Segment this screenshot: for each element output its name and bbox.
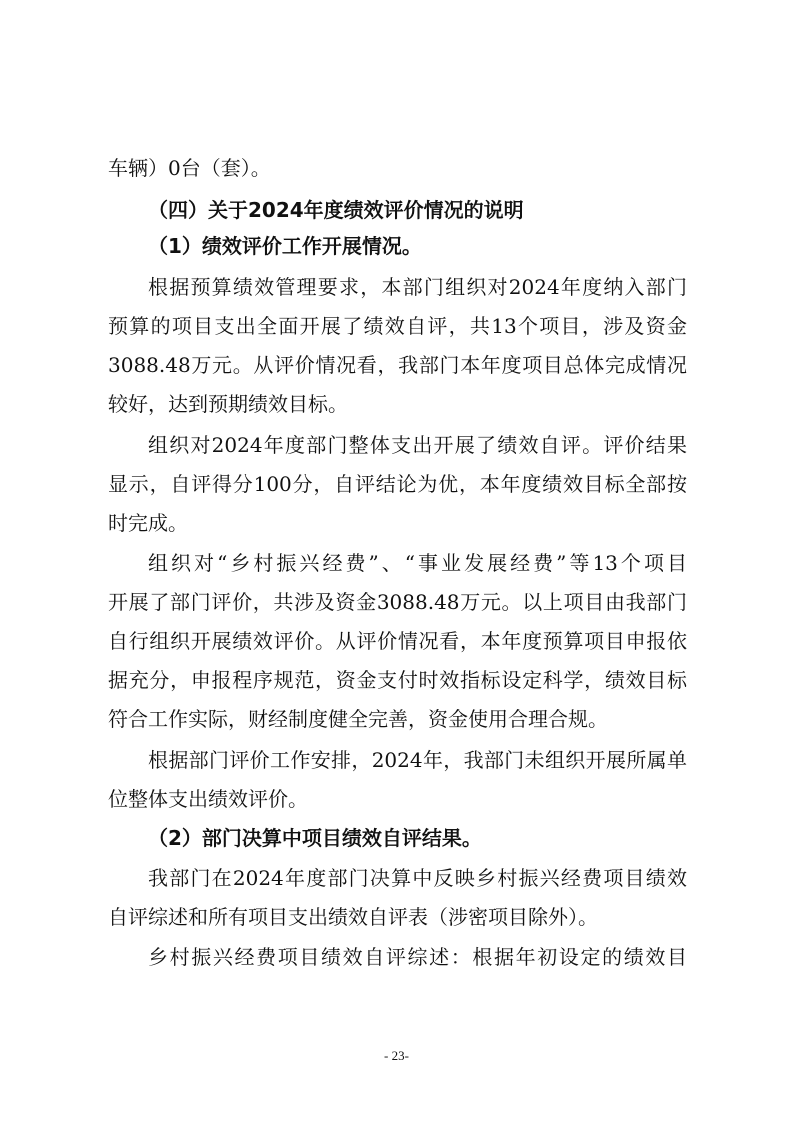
text-line: 时完成。 — [108, 511, 188, 535]
text-line: 组织对“乡村振兴经费”、“事业发展经费”等13个项目 — [148, 551, 687, 575]
text-line: 组织对2024年度部门整体支出开展了绩效自评。评价结果 — [148, 433, 687, 457]
text-line: 车辆）0台（套）。 — [108, 156, 271, 180]
text-line: 预算的项目支出全面开展了绩效自评，共13个项目，涉及资金 — [108, 314, 687, 338]
text-line: 符合工作实际，财经制度健全完善，资金使用合理合规。 — [108, 707, 608, 731]
section-heading: （四）关于2024年度绩效评价情况的说明 — [148, 198, 524, 222]
text-line: 较好，达到预期绩效目标。 — [108, 392, 348, 416]
text-line: 位整体支出绩效评价。 — [108, 787, 308, 811]
text-line: 根据部门评价工作安排，2024年，我部门未组织开展所属单 — [148, 748, 687, 772]
text-line: 自行组织开展绩效评价。从评价情况看，本年度预算项目申报依 — [108, 629, 687, 653]
text-line: 乡村振兴经费项目绩效自评综述：根据年初设定的绩效目 — [148, 945, 687, 969]
subsection-heading: （1）绩效评价工作开展情况。 — [148, 234, 422, 258]
text-line: 3088.48万元。从评价情况看，我部门本年度项目总体完成情况 — [108, 353, 687, 377]
text-line: 我部门在2024年度部门决算中反映乡村振兴经费项目绩效 — [148, 866, 687, 890]
text-line: 显示，自评得分100分，自评结论为优，本年度绩效目标全部按 — [108, 472, 687, 496]
text-line: 自评综述和所有项目支出绩效自评表（涉密项目除外）。 — [108, 905, 598, 929]
text-line: 开展了部门评价，共涉及资金3088.48万元。以上项目由我部门 — [108, 590, 687, 614]
text-line: 据充分，申报程序规范，资金支付时效指标设定科学，绩效目标 — [108, 668, 687, 692]
page-number: - 23- — [384, 1048, 409, 1063]
subsection-heading: （2）部门决算中项目绩效自评结果。 — [148, 826, 482, 850]
text-line: 根据预算绩效管理要求，本部门组织对2024年度纳入部门 — [148, 275, 687, 299]
